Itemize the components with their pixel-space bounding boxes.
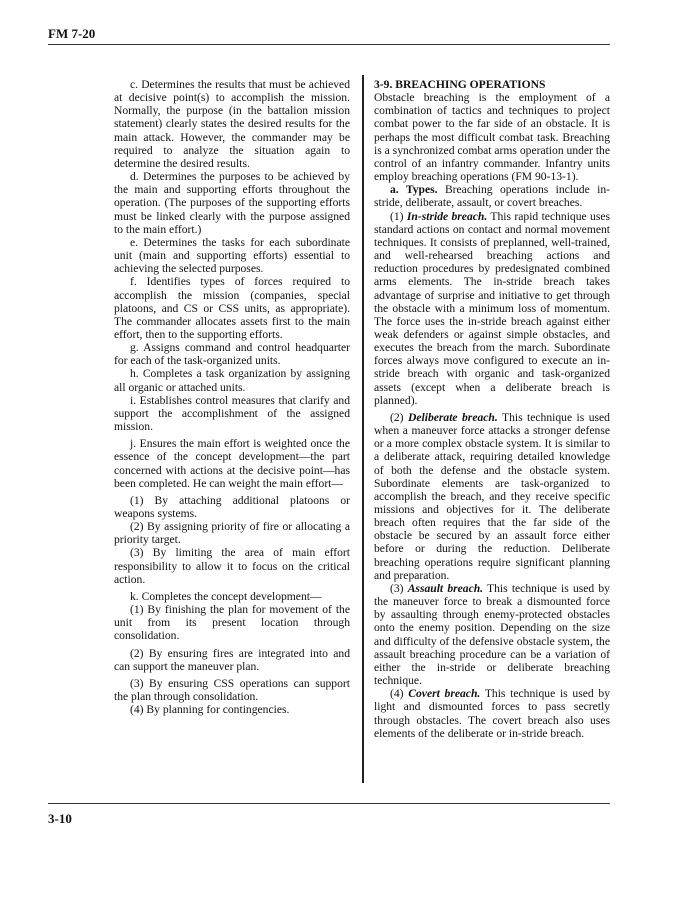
paragraph-e: e. Determines the tasks for each subordinate unit (main and supporting efforts) essential to achieving the selected purposes. [114, 235, 350, 276]
deliberate-text: This technique is used when a maneuver force attacks a stronger defense or a more complex obstacle system. It is similar to a deliberate attack, requiring detailed knowledge of both the defense and the obstacle system. Subordinate elements are task-organized to accomplish the breach, and they receive specific missions and objectives for it. The deliberate breach often requires that the far side of the obstacle be secured by an assault force either before or during the reduction. Deliberate breaching operations require significant planning and preparation. [374, 410, 610, 582]
assault-text: This technique is used by the maneuver force to break a dismounted force by assaulting through enemy-protected obstacles onto the enemy position. Depending on the size and difficulty of the defensive obstacle system, the assault breaching procedure can be a variation of either the in-stride or deliberate breaching technique. [374, 581, 610, 688]
left-column [114, 78, 350, 716]
deliberate-number: (2) [390, 410, 404, 424]
paragraph-j1: (1) By attaching additional platoons or weapons systems. [114, 493, 350, 520]
paragraph-k2: (2) By ensuring fires are integrated into and can support the maneuver plan. [114, 646, 350, 673]
paragraph-a-types [374, 183, 610, 209]
header-rule [48, 44, 610, 45]
column-divider [362, 75, 364, 783]
paragraph-g: g. Assigns command and control headquarter for each of the task-organized units. [114, 341, 350, 368]
types-label: a. Types. [390, 183, 438, 197]
instride-label: In-stride breach. [406, 209, 488, 223]
paragraph-c: c. Determines the results that must be achieved at decisive point(s) to accomplish the mission. Normally, the purpose (in the battalion mission statement) clearly states the desired results for the main attack. However, the commander may be required to analyze the situation again to determine the desired results. [114, 78, 350, 170]
instride-text: This rapid technique uses standard actions on contact and normal movement techniques. It consists of preplanned, well-trained, and well-rehearsed breaching actions and reduction procedures by predesignated combined arms elements. The in-stride breach takes advantage of surprise and initiative to get through the obstacle with a minimum loss of momentum. The force uses the in-stride breach against either weak defenders or against simple obstacles, and executes the breach from the march. Subordinate forces always move configured to execute an in-stride breach with organic and task-organized assets (except when a deliberate breach is planned). [374, 209, 610, 407]
covert-text: This technique is used by light and dismounted forces to pass secretly through obstacles. The covert breach also uses elements of the deliberate or in-stride breach. [374, 687, 610, 740]
section-heading: 3-9. BREACHING OPERATIONS [374, 78, 546, 91]
footer-rule [48, 803, 610, 804]
paragraph-k1: (1) By finishing the plan for movement of the unit from its present location through consolidation. [114, 603, 350, 643]
paragraph-assault [374, 582, 610, 687]
paragraph-h: h. Completes a task organization by assigning all organic or attached units. [114, 367, 350, 394]
page-header-title: FM 7-20 [48, 26, 96, 41]
page-number: 3-10 [48, 811, 72, 826]
paragraph-j3: (3) By limiting the area of main effort responsibility to allow it to focus on the critical action. [114, 546, 350, 586]
instride-number: (1) [390, 209, 404, 223]
covert-label: Covert breach. [408, 687, 481, 701]
paragraph-instride [374, 210, 610, 407]
paragraph-j2: (2) By assigning priority of fire or allocating a priority target. [114, 520, 350, 547]
assault-label: Assault breach. [407, 581, 484, 595]
paragraph-d: d. Determines the purposes to be achieved by the main and supporting efforts throughout the operation. (The purposes of the supporting efforts must be linked clearly with the purpose assigned to the main effort.) [114, 170, 350, 236]
deliberate-label: Deliberate breach. [407, 410, 498, 424]
paragraph-f: f. Identifies types of forces required to accomplish the mission (companies, special platoons, and CS or CSS units, as appropriate). The commander allocates assets first to the main effort, then to the supporting efforts. [114, 275, 350, 341]
paragraph-i: i. Establishes control measures that clarify and support the accomplishment of the assigned mission. [114, 393, 350, 434]
paragraph-k3: (3) By ensuring CSS operations can support the plan through consolidation. [114, 676, 350, 704]
paragraph-k4: (4) By planning for contingencies. [130, 703, 290, 717]
covert-number: (4) [390, 687, 404, 701]
paragraph-covert [374, 687, 610, 740]
right-column [374, 78, 610, 740]
types-text: Breaching operations include in-stride, deliberate, assault, or covert breaches. [374, 183, 611, 210]
assault-number: (3) [390, 581, 404, 595]
paragraph-deliberate [374, 411, 610, 582]
paragraph-k: k. Completes the concept development— [130, 589, 322, 603]
paragraph-j: j. Ensures the main effort is weighted once the essence of the concept development—the part concerned with actions at the decisive point—has been completed. He can weight the main effort— [114, 437, 350, 490]
breaching-intro: Obstacle breaching is the employment of a combination of tactics and techniques to project combat power to the far side of an obstacle. It is perhaps the most difficult combat task. Breaching is a synchronized combat arms operation under the control of an infantry commander. Infantry units employ breaching operations (FM 90-13-1). [374, 91, 610, 184]
